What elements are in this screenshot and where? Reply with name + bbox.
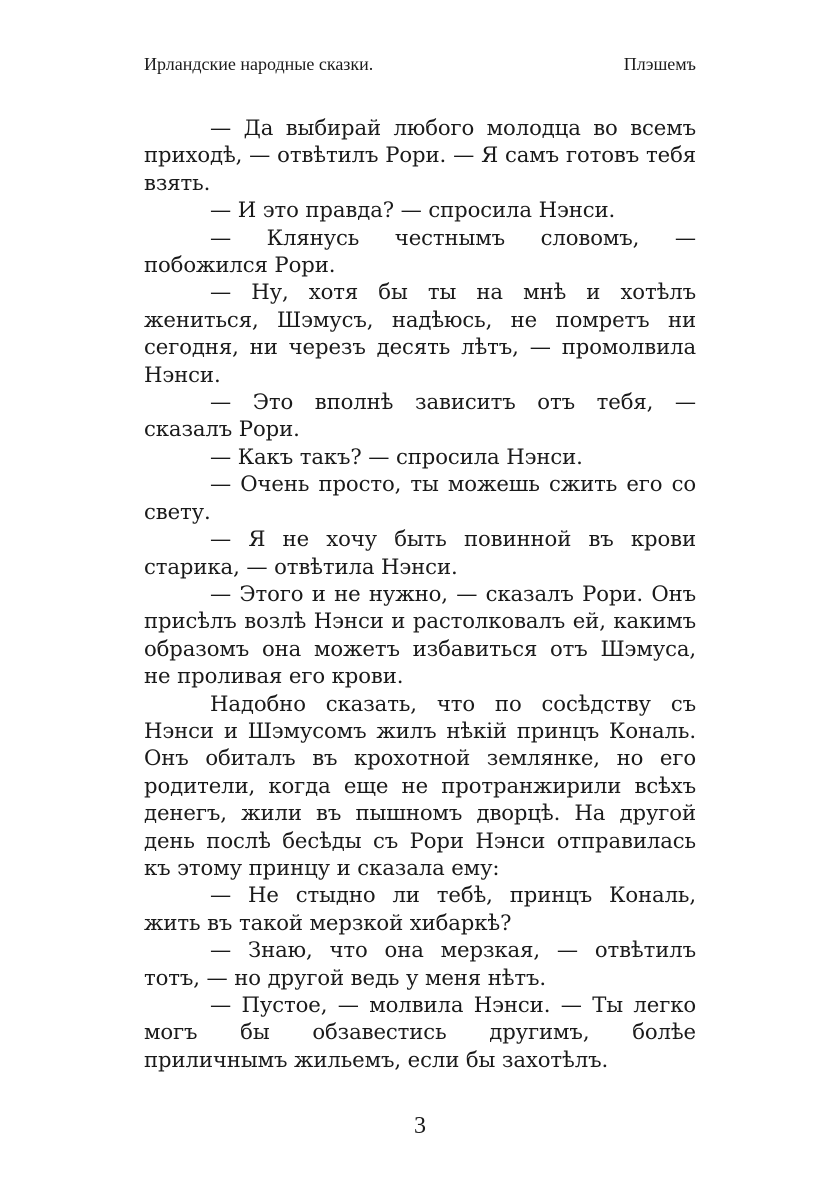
paragraph: — Клянусь честнымъ словомъ, — побожился Рори. (144, 224, 696, 278)
author-name: Плэшемъ (623, 54, 696, 74)
paragraph: — Да выбирай любого молодца во всемъ приходѣ, — отвѣтилъ Рори. — Я самъ готовъ тебя взять. (144, 115, 696, 195)
paragraph: — Не стыдно ли тебѣ, принцъ Кональ, жить въ такой мерзкой хибаркѣ? (144, 882, 696, 935)
paragraph: Надобно сказать, что по сосѣдству съ Нэнси и Шэмусомъ жилъ нѣкій принцъ Кональ. Онъ обиталъ въ крохотной землянке, но его родители, когда еще не протранжирили всѣхъ денегъ, жили въ пышномъ дворцѣ. На другой день послѣ бесѣды съ Рори Нэнси отправилась къ этому принцу и сказала ему: (144, 690, 696, 880)
paragraph: — Это вполнѣ зависитъ отъ тебя, — сказалъ Рори. (144, 389, 696, 442)
paragraph: — Ну, хотя бы ты на мнѣ и хотѣлъ жениться, Шэмусъ, надѣюсь, не помретъ ни сегодня, ни черезъ десять лѣтъ, — промолвила Нэнси. (144, 279, 696, 387)
body-text (144, 114, 696, 1073)
paragraph: — Я не хочу быть повинной въ крови старика, — отвѣтила Нэнси. (144, 526, 696, 579)
running-header (144, 52, 696, 76)
page-number: 3 (414, 1113, 426, 1139)
paragraph: — Знаю, что она мерзкая, — отвѣтилъ тотъ, — но другой ведь у меня нѣтъ. (144, 937, 696, 990)
paragraph: — Пустое, — молвила Нэнси. — Ты легко могъ бы обзавестись другимъ, болѣе приличнымъ жильемъ, если бы захотѣлъ. (144, 992, 696, 1072)
paragraph: — И это правда? — спросила Нэнси. (210, 197, 616, 223)
paragraph: — Очень просто, ты можешь сжить его со свету. (144, 471, 696, 524)
paragraph: — Этого и не нужно, — сказалъ Рори. Онъ присѣлъ возлѣ Нэнси и растолковалъ ей, какимъ образомъ она можетъ избавиться отъ Шэмуса, не проливая его крови. (144, 580, 696, 689)
book-title: Ирландские народные сказки. (144, 54, 374, 74)
paragraph: — Какъ такъ? — спросила Нэнси. (210, 443, 583, 469)
